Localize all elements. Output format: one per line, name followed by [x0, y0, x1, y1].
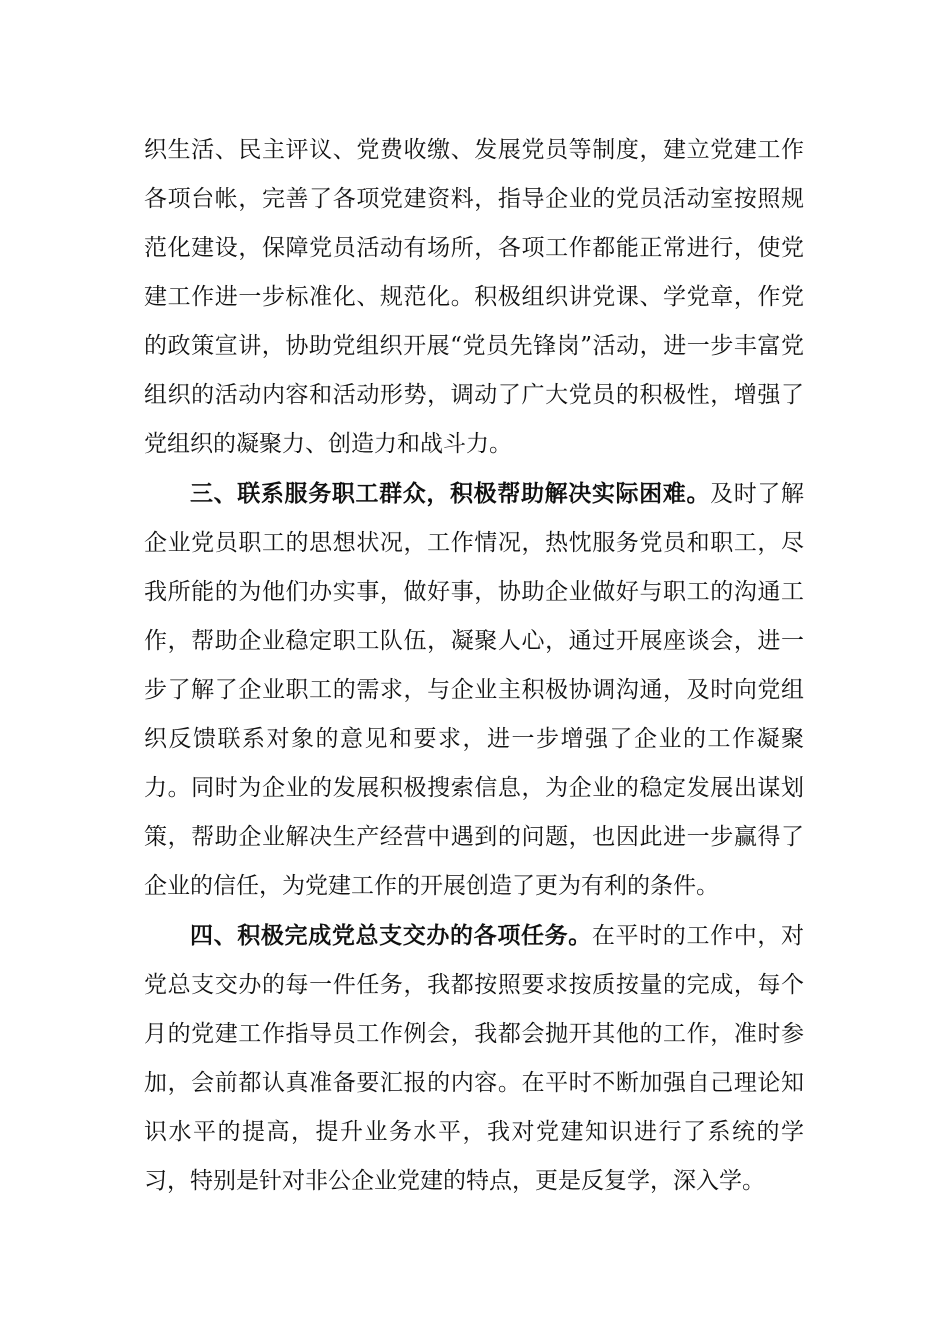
section-heading-three: 三、联系服务职工群众，积极帮助解决实际困难。: [190, 480, 711, 507]
paragraph-continued: [144, 126, 804, 469]
paragraph-section-three: [144, 469, 804, 911]
section-heading-four: 四、积极完成党总支交办的各项任务。: [190, 922, 592, 949]
paragraph-section-four: [144, 911, 804, 1206]
paragraph-body: 在平时的工作中，对党总支交办的每一件任务，我都按照要求按质按量的完成，每个月的党建工作指导员工作例会，我都会抛开其他的工作，准时参加，会前都认真准备要汇报的内容。在平时不断加强自己理论知识水平的提高，提升业务水平，我对党建知识进行了系统的学习，特别是针对非公企业党建的特点，更是反复学，深入学。: [144, 923, 805, 1194]
paragraph-body: 及时了解企业党员职工的思想状况，工作情况，热忱服务党员和职工，尽我所能的为他们办实事，做好事，协助企业做好与职工的沟通工作，帮助企业稳定职工队伍，凝聚人心，通过开展座谈会，进一步了解了企业职工的需求，与企业主积极协调沟通，及时向党组织反馈联系对象的意见和要求，进一步增强了企业的工作凝聚力。同时为企业的发展积极搜索信息，为企业的稳定发展出谋划策，帮助企业解决生产经营中遇到的问题，也因此进一步赢得了企业的信任，为党建工作的开展创造了更为有利的条件。: [144, 481, 805, 899]
document-body: [144, 126, 804, 1206]
paragraph-body: 织生活、民主评议、党费收缴、发展党员等制度，建立党建工作各项台帐，完善了各项党建资料，指导企业的党员活动室按照规范化建设，保障党员活动有场所，各项工作都能正常进行，使党建工作进一步标准化、规范化。积极组织讲党课、学党章，作党的政策宣讲，协助党组织开展“党员先锋岗”活动，进一步丰富党组织的活动内容和活动形势，调动了广大党员的积极性，增强了党组织的凝聚力、创造力和战斗力。: [144, 137, 804, 457]
